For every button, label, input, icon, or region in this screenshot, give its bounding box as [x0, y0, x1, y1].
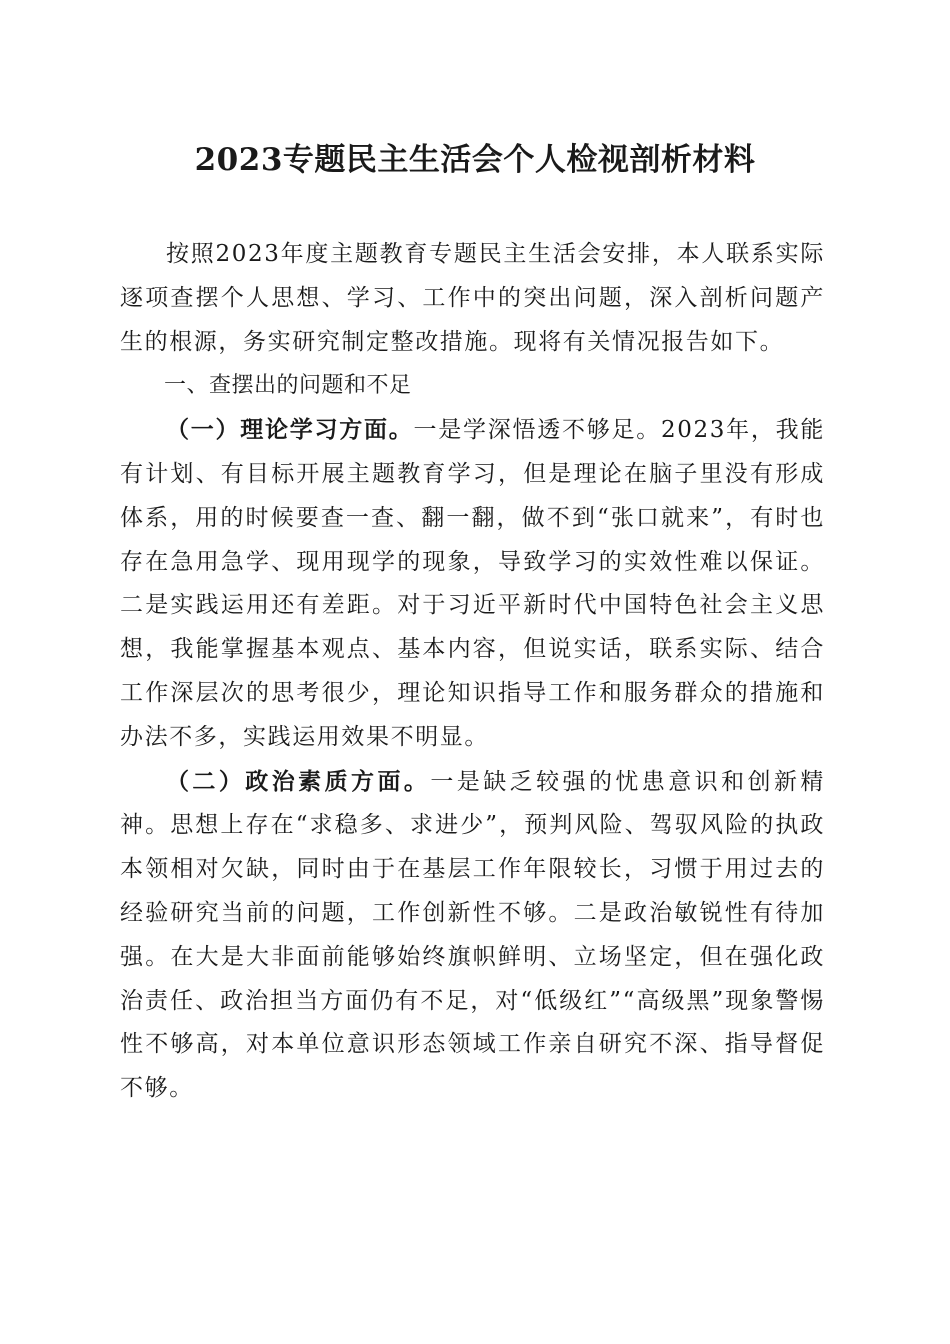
- subsection-paragraph-political: [120, 760, 825, 1111]
- subsection-text-political: 一是缺乏较强的忧患意识和创新精神。思想上存在“求稳多、求进少”，预判风险、驾驭风险的执政本领相对欠缺，同时由于在基层工作年限较长，习惯于用过去的经验研究当前的问题，工作创新性不够。二是政治敏锐性有待加强。在大是大非面前能够始终旗帜鲜明、立场坚定，但在强化政治责任、政治担当方面仍有不足，对“低级红”“高级黑”现象警惕性不够高，对本单位意识形态领域工作亲自研究不深、指导督促不够。: [120, 768, 826, 1102]
- document-title: 2023专题民主生活会个人检视剖析材料: [194, 142, 756, 178]
- subsection-text-theory: 一是学深悟透不够足。2023年，我能有计划、有目标开展主题教育学习，但是理论在脑子里没有形成体系，用的时候要查一查、翻一翻，做不到“张口就来”，有时也存在急用急学、现用现学的现象，导致学习的实效性难以保证。二是实践运用还有差距。对于习近平新时代中国特色社会主义思想，我能掌握基本观点、基本内容，但说实话，联系实际、结合工作深层次的思考很少，理论知识指导工作和服务群众的措施和办法不多，实践运用效果不明显。: [120, 417, 825, 750]
- document-body: [120, 233, 825, 1111]
- intro-paragraph: 按照2023年度主题教育专题民主生活会安排，本人联系实际逐项查摆个人思想、学习、工作中的突出问题，深入剖析问题产生的根源，务实研究制定整改措施。现将有关情况报告如下。: [120, 241, 825, 355]
- subsection-paragraph-theory: [120, 408, 825, 759]
- section-heading: 一、查摆出的问题和不足: [164, 373, 412, 399]
- subsection-label-political: （二）政治素质方面。: [166, 767, 431, 795]
- subsection-label-theory: （一）理论学习方面。: [166, 416, 414, 444]
